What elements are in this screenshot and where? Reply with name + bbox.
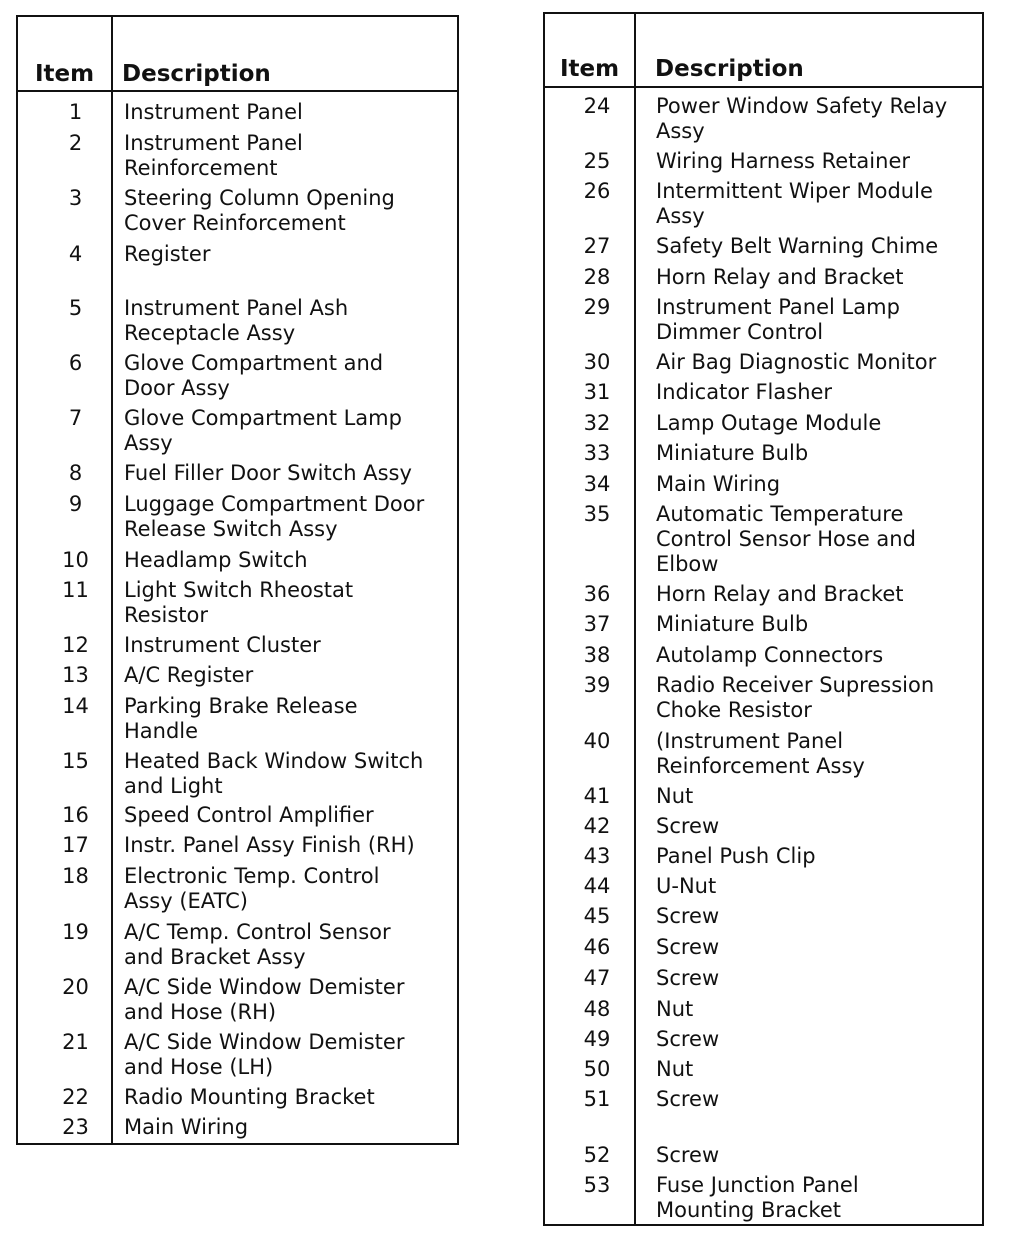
item-description: Nut bbox=[656, 784, 694, 808]
item-number: 24 bbox=[583, 94, 611, 118]
item-number: 18 bbox=[62, 864, 89, 888]
item-number: 4 bbox=[68, 242, 83, 266]
item-number: 38 bbox=[583, 643, 611, 667]
item-description: Automatic Temperature Control Sensor Hose and Elbow bbox=[656, 502, 916, 576]
item-description: Fuel Filler Door Switch Assy bbox=[124, 461, 412, 485]
item-number: 36 bbox=[583, 582, 611, 606]
item-description: Radio Mounting Bracket bbox=[124, 1085, 375, 1109]
item-number: 39 bbox=[583, 673, 611, 697]
item-description: Screw bbox=[656, 1143, 720, 1167]
item-description: A/C Temp. Control Sensor and Bracket Assy bbox=[124, 920, 391, 969]
item-description: Lamp Outage Module bbox=[656, 411, 882, 435]
item-number: 9 bbox=[68, 492, 83, 516]
item-description: Fuse Junction Panel Mounting Bracket bbox=[656, 1173, 859, 1222]
item-description: Luggage Compartment Door Release Switch Assy bbox=[124, 492, 425, 541]
item-number: 52 bbox=[583, 1143, 611, 1167]
item-description: A/C Side Window Demister and Hose (LH) bbox=[124, 1030, 405, 1079]
header-description: Description bbox=[122, 61, 271, 87]
item-description: Glove Compartment Lamp Assy bbox=[124, 406, 402, 455]
item-description: Miniature Bulb bbox=[656, 441, 809, 465]
item-number: 43 bbox=[583, 844, 611, 868]
header-description: Description bbox=[655, 56, 804, 82]
item-description: Instrument Panel bbox=[124, 100, 303, 124]
item-number: 29 bbox=[583, 295, 611, 319]
parts-table-left bbox=[16, 15, 459, 1145]
item-number: 20 bbox=[62, 975, 89, 999]
header-item: Item bbox=[34, 61, 95, 87]
item-number: 15 bbox=[62, 749, 89, 773]
item-description: Intermittent Wiper Module Assy bbox=[656, 179, 933, 228]
header-item: Item bbox=[559, 56, 620, 82]
item-description: Speed Control Amplifier bbox=[124, 803, 374, 827]
item-description: Radio Receiver Supression Choke Resistor bbox=[656, 673, 935, 722]
item-number: 44 bbox=[583, 874, 611, 898]
item-number: 17 bbox=[62, 833, 89, 857]
item-description: Screw bbox=[656, 814, 720, 838]
item-description: Safety Belt Warning Chime bbox=[656, 234, 939, 258]
item-number: 30 bbox=[583, 350, 611, 374]
item-number: 49 bbox=[583, 1027, 611, 1051]
item-number: 26 bbox=[583, 179, 611, 203]
item-number: 16 bbox=[62, 803, 89, 827]
item-number: 45 bbox=[583, 904, 611, 928]
header-divider bbox=[18, 90, 457, 92]
item-description: Electronic Temp. Control Assy (EATC) bbox=[124, 864, 380, 913]
item-number: 51 bbox=[583, 1087, 611, 1111]
item-description: Screw bbox=[656, 966, 720, 990]
item-description: Register bbox=[124, 242, 211, 266]
item-number: 53 bbox=[583, 1173, 611, 1197]
item-number: 46 bbox=[583, 935, 611, 959]
item-number: 34 bbox=[583, 472, 611, 496]
item-description: Instrument Panel Ash Receptacle Assy bbox=[124, 296, 349, 345]
item-number: 32 bbox=[583, 411, 611, 435]
item-number: 3 bbox=[68, 186, 83, 210]
item-description: U-Nut bbox=[656, 874, 717, 898]
item-number: 13 bbox=[62, 663, 89, 687]
item-description: Main Wiring bbox=[656, 472, 781, 496]
item-description: Panel Push Clip bbox=[656, 844, 816, 868]
item-description: Horn Relay and Bracket bbox=[656, 582, 904, 606]
item-number: 14 bbox=[62, 694, 89, 718]
item-number: 47 bbox=[583, 966, 611, 990]
item-number: 41 bbox=[583, 784, 611, 808]
item-number: 8 bbox=[68, 461, 83, 485]
item-number: 6 bbox=[68, 351, 83, 375]
item-number: 50 bbox=[583, 1057, 611, 1081]
item-description: Autolamp Connectors bbox=[656, 643, 884, 667]
item-description: (Instrument Panel Reinforcement Assy bbox=[656, 729, 865, 778]
item-description: Wiring Harness Retainer bbox=[656, 149, 910, 173]
item-description: Main Wiring bbox=[124, 1115, 249, 1139]
item-number: 31 bbox=[583, 380, 611, 404]
item-description: Steering Column Opening Cover Reinforcement bbox=[124, 186, 395, 235]
item-number: 42 bbox=[583, 814, 611, 838]
item-number: 7 bbox=[68, 406, 83, 430]
item-number: 19 bbox=[62, 920, 89, 944]
item-description: Instrument Panel Lamp Dimmer Control bbox=[656, 295, 900, 344]
item-description: Light Switch Rheostat Resistor bbox=[124, 578, 354, 627]
item-number: 40 bbox=[583, 729, 611, 753]
item-number: 27 bbox=[583, 234, 611, 258]
item-number: 21 bbox=[62, 1030, 89, 1054]
item-number: 10 bbox=[62, 548, 89, 572]
item-description: Screw bbox=[656, 1027, 720, 1051]
item-description: Indicator Flasher bbox=[656, 380, 833, 404]
item-description: Miniature Bulb bbox=[656, 612, 809, 636]
item-description: Power Window Safety Relay Assy bbox=[656, 94, 948, 143]
item-description: Nut bbox=[656, 1057, 694, 1081]
item-description: Screw bbox=[656, 935, 720, 959]
item-number: 12 bbox=[62, 633, 89, 657]
item-description: Horn Relay and Bracket bbox=[656, 265, 904, 289]
item-number: 1 bbox=[68, 100, 83, 124]
item-number: 2 bbox=[68, 131, 83, 155]
item-number: 37 bbox=[583, 612, 611, 636]
item-description: Air Bag Diagnostic Monitor bbox=[656, 350, 937, 374]
item-number: 22 bbox=[62, 1085, 89, 1109]
item-number: 33 bbox=[583, 441, 611, 465]
item-number: 28 bbox=[583, 265, 611, 289]
item-number: 23 bbox=[62, 1115, 89, 1139]
item-number: 35 bbox=[583, 502, 611, 526]
item-description: Screw bbox=[656, 1087, 720, 1111]
item-description: Instrument Cluster bbox=[124, 633, 321, 657]
item-description: Screw bbox=[656, 904, 720, 928]
item-description: Instrument Panel Reinforcement bbox=[124, 131, 303, 180]
header-divider bbox=[545, 86, 982, 88]
item-number: 48 bbox=[583, 997, 611, 1021]
parts-table-right bbox=[543, 12, 984, 1226]
item-description: A/C Register bbox=[124, 663, 254, 687]
item-description: Instr. Panel Assy Finish (RH) bbox=[124, 833, 415, 857]
item-description: Parking Brake Release Handle bbox=[124, 694, 358, 743]
item-number: 5 bbox=[68, 296, 83, 320]
item-description: Nut bbox=[656, 997, 694, 1021]
item-description: Heated Back Window Switch and Light bbox=[124, 749, 424, 798]
item-description: Glove Compartment and Door Assy bbox=[124, 351, 384, 400]
item-description: A/C Side Window Demister and Hose (RH) bbox=[124, 975, 405, 1024]
item-number: 11 bbox=[62, 578, 89, 602]
item-description: Headlamp Switch bbox=[124, 548, 308, 572]
item-number: 25 bbox=[583, 149, 611, 173]
